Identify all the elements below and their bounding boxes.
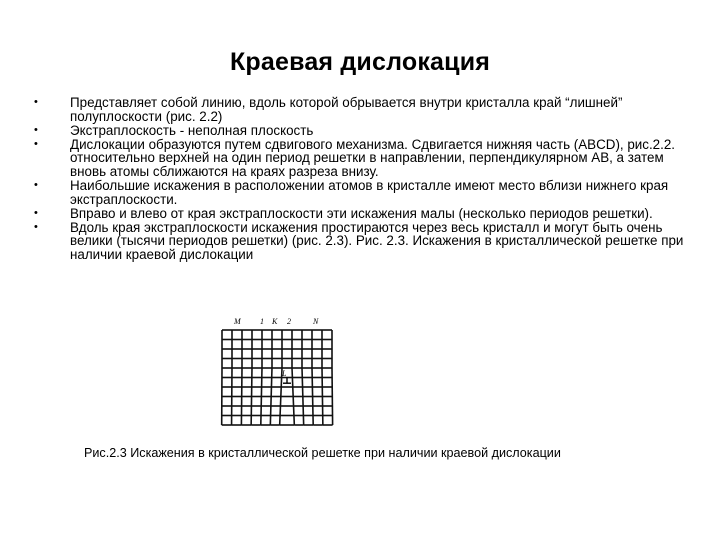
bullet-item xyxy=(34,221,684,262)
bullet-item xyxy=(34,96,684,123)
bullet-text: Дислокации образуются путем сдвигового механизма. Сдвигается нижняя часть (ABCD), рис.2.2. относительно верхней на один период решетки в направлении, перпендикулярном AB, а затем вновь атомы сближаются на краях разреза внизу. xyxy=(70,136,676,179)
bullet-marker: • xyxy=(34,206,38,219)
bullet-marker: • xyxy=(34,220,38,233)
bullet-text: Представляет собой линию, вдоль которой обрывается внутри кристалла край “лишней” полуплоскости (рис. 2.2) xyxy=(70,95,623,124)
figure-label-l: L xyxy=(282,369,287,378)
figure-label-k: K xyxy=(272,317,278,326)
crystal-lattice-figure xyxy=(212,314,348,436)
figure-label-2: 2 xyxy=(287,317,291,326)
bullet-item xyxy=(34,179,684,206)
bullet-list xyxy=(34,96,684,262)
slide-title: Краевая дислокация xyxy=(229,48,491,76)
figure-label-n: N xyxy=(313,317,319,326)
bullet-item xyxy=(34,124,684,138)
bullet-text: Экстраплоскость - неполная плоскость xyxy=(70,122,314,138)
bullet-marker: • xyxy=(34,137,38,150)
bullet-text: Наибольшие искажения в расположении атомов в кристалле имеют место вблизи нижнего края экстраплоскости. xyxy=(70,178,669,207)
bullet-item xyxy=(34,207,684,221)
bullet-text: Вдоль края экстраплоскости искажения простираются через весь кристалл и могут быть очень велики (тысячи периодов решетки) (рис. 2.3). Рис. 2.3. Искажения в кристаллической решетке при наличии краевой дислокации xyxy=(70,219,684,263)
bullet-text: Вправо и влево от края экстраплоскости эти искажения малы (несколько периодов решетки). xyxy=(70,205,653,221)
figure-label-m: M xyxy=(234,317,241,326)
bullet-marker: • xyxy=(34,96,38,108)
figure-labels xyxy=(233,317,319,378)
bullet-marker: • xyxy=(34,179,38,192)
figure-caption: Рис.2.3 Искажения в кристаллической решетке при наличии краевой дислокации xyxy=(84,446,561,460)
bullet-marker: • xyxy=(34,123,38,136)
figure-label-1: 1 xyxy=(260,317,264,326)
lattice-grid xyxy=(222,330,333,425)
bullet-item xyxy=(34,138,684,179)
